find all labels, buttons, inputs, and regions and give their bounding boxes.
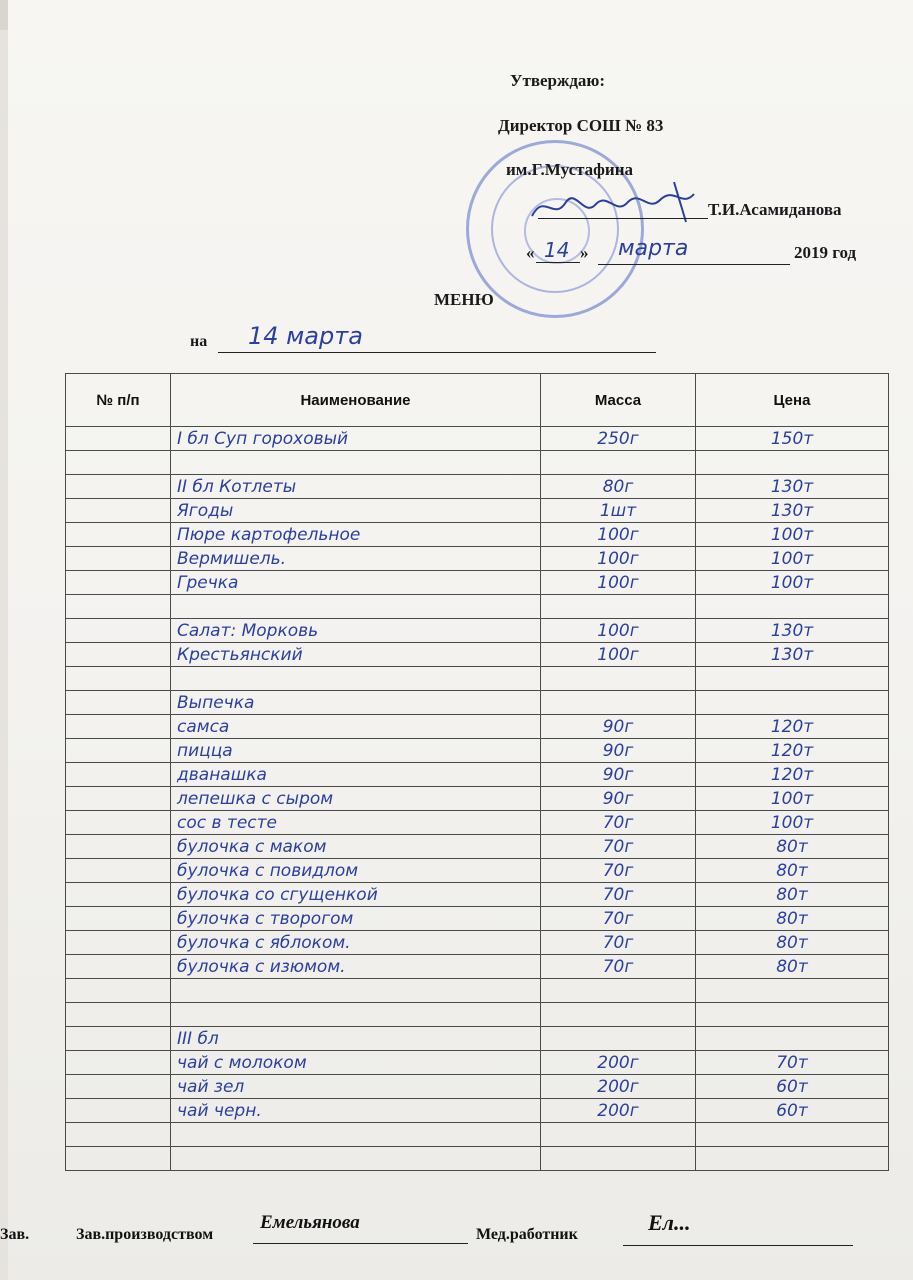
row-number-cell: [66, 475, 171, 499]
menu-date-line: [218, 352, 656, 353]
dish-price-cell: 100т: [696, 571, 889, 595]
dish-mass-cell: [541, 979, 696, 1003]
row-number-cell: [66, 1147, 171, 1171]
dish-name-cell: булочка с яблоком.: [171, 931, 541, 955]
dish-mass-cell: 70г: [541, 955, 696, 979]
dish-name-cell: чай черн.: [171, 1099, 541, 1123]
dish-mass-cell: 70г: [541, 931, 696, 955]
dish-mass-cell: [541, 667, 696, 691]
dish-price-cell: 60т: [696, 1099, 889, 1123]
row-number-cell: [66, 979, 171, 1003]
dish-price-cell: 100т: [696, 811, 889, 835]
row-number-cell: [66, 523, 171, 547]
day-line: [536, 262, 580, 263]
dish-mass-cell: [541, 1147, 696, 1171]
dish-mass-cell: 100г: [541, 547, 696, 571]
dish-name-cell: булочка с изюмом.: [171, 955, 541, 979]
dish-price-cell: 120т: [696, 739, 889, 763]
row-number-cell: [66, 571, 171, 595]
dish-name-cell: [171, 451, 541, 475]
table-row: [66, 475, 889, 499]
table-row: [66, 811, 889, 835]
table-row: [66, 835, 889, 859]
table-row: [66, 643, 889, 667]
date-close-quote: »: [580, 243, 589, 262]
dish-name-cell: самса: [171, 715, 541, 739]
dish-mass-cell: 70г: [541, 883, 696, 907]
table-row: [66, 691, 889, 715]
dish-name-cell: II бл Котлеты: [171, 475, 541, 499]
dish-mass-cell: 100г: [541, 523, 696, 547]
dish-price-cell: [696, 451, 889, 475]
dish-price-cell: [696, 979, 889, 1003]
dish-mass-cell: 250г: [541, 427, 696, 451]
table-row: [66, 667, 889, 691]
dish-mass-cell: 70г: [541, 811, 696, 835]
table-row: [66, 955, 889, 979]
dish-price-cell: 130т: [696, 475, 889, 499]
col-header-name: Наименование: [171, 374, 541, 427]
dish-mass-cell: [541, 1003, 696, 1027]
dish-price-cell: 70т: [696, 1051, 889, 1075]
dish-price-cell: 100т: [696, 787, 889, 811]
dish-price-cell: 80т: [696, 931, 889, 955]
table-row: [66, 979, 889, 1003]
dish-name-cell: [171, 667, 541, 691]
menu-table-body: [66, 427, 889, 1171]
dish-price-cell: [696, 1027, 889, 1051]
dish-mass-cell: 100г: [541, 571, 696, 595]
dish-name-cell: Гречка: [171, 571, 541, 595]
table-row: [66, 1027, 889, 1051]
menu-date: 14 марта: [248, 322, 363, 350]
row-number-cell: [66, 811, 171, 835]
dish-price-cell: 130т: [696, 643, 889, 667]
dish-mass-cell: 200г: [541, 1051, 696, 1075]
dish-name-cell: булочка с повидлом: [171, 859, 541, 883]
month-line: [598, 264, 790, 265]
row-number-cell: [66, 955, 171, 979]
row-number-cell: [66, 643, 171, 667]
table-row: [66, 1099, 889, 1123]
approval-day: 14: [544, 238, 570, 262]
row-number-cell: [66, 667, 171, 691]
school-name: им.Г.Мустафина: [506, 160, 634, 179]
dish-name-cell: Выпечка: [171, 691, 541, 715]
footer-cut-label: Зав.: [0, 1226, 30, 1243]
dish-mass-cell: 70г: [541, 835, 696, 859]
dish-name-cell: чай с молоком: [171, 1051, 541, 1075]
dish-mass-cell: 200г: [541, 1075, 696, 1099]
approval-year: 2019 год: [794, 243, 857, 262]
table-row: [66, 499, 889, 523]
table-row: [66, 547, 889, 571]
dish-price-cell: 120т: [696, 763, 889, 787]
dish-name-cell: Ягоды: [171, 499, 541, 523]
dish-price-cell: 60т: [696, 1075, 889, 1099]
medical-worker-label: Мед.работник: [476, 1226, 578, 1243]
dish-name-cell: чай зел: [171, 1075, 541, 1099]
row-number-cell: [66, 715, 171, 739]
dish-name-cell: III бл: [171, 1027, 541, 1051]
table-row: [66, 763, 889, 787]
dish-mass-cell: 80г: [541, 475, 696, 499]
table-row: [66, 1075, 889, 1099]
document-title: МЕНЮ: [434, 290, 494, 309]
director-signature-line: [538, 218, 708, 219]
dish-price-cell: 80т: [696, 907, 889, 931]
dish-name-cell: сос в тесте: [171, 811, 541, 835]
dish-mass-cell: [541, 595, 696, 619]
col-header-mass: Масса: [541, 374, 696, 427]
table-row: [66, 883, 889, 907]
table-row: [66, 427, 889, 451]
dish-mass-cell: 90г: [541, 787, 696, 811]
dish-mass-cell: [541, 451, 696, 475]
dish-mass-cell: 70г: [541, 907, 696, 931]
medical-signature-line: [623, 1245, 853, 1246]
dish-name-cell: булочка со сгущенкой: [171, 883, 541, 907]
row-number-cell: [66, 451, 171, 475]
row-number-cell: [66, 1123, 171, 1147]
row-number-cell: [66, 1051, 171, 1075]
dish-price-cell: 100т: [696, 547, 889, 571]
dish-price-cell: 80т: [696, 835, 889, 859]
dish-name-cell: пицца: [171, 739, 541, 763]
dish-name-cell: булочка с творогом: [171, 907, 541, 931]
dish-mass-cell: 100г: [541, 619, 696, 643]
dish-mass-cell: 100г: [541, 643, 696, 667]
dish-price-cell: [696, 1147, 889, 1171]
row-number-cell: [66, 883, 171, 907]
dish-price-cell: [696, 691, 889, 715]
row-number-cell: [66, 859, 171, 883]
approval-month: марта: [618, 236, 689, 261]
dish-mass-cell: [541, 1027, 696, 1051]
dish-price-cell: 80т: [696, 883, 889, 907]
row-number-cell: [66, 739, 171, 763]
table-header-row: [66, 374, 889, 427]
dish-mass-cell: 70г: [541, 859, 696, 883]
director-signature: [524, 172, 714, 234]
table-row: [66, 931, 889, 955]
dish-mass-cell: [541, 691, 696, 715]
row-number-cell: [66, 1027, 171, 1051]
dish-name-cell: дванашка: [171, 763, 541, 787]
row-number-cell: [66, 1099, 171, 1123]
table-row: [66, 1123, 889, 1147]
row-number-cell: [66, 1075, 171, 1099]
table-row: [66, 907, 889, 931]
medical-worker-signature: Ел...: [648, 1210, 691, 1235]
dish-price-cell: 130т: [696, 619, 889, 643]
col-header-price: Цена: [696, 374, 889, 427]
table-row: [66, 787, 889, 811]
dish-name-cell: Пюре картофельное: [171, 523, 541, 547]
table-row: [66, 523, 889, 547]
row-number-cell: [66, 691, 171, 715]
dish-name-cell: [171, 595, 541, 619]
production-manager-signature: Емельянова: [260, 1212, 360, 1233]
dish-price-cell: [696, 1123, 889, 1147]
dish-name-cell: [171, 1003, 541, 1027]
row-number-cell: [66, 427, 171, 451]
dish-price-cell: 120т: [696, 715, 889, 739]
dish-price-cell: 80т: [696, 859, 889, 883]
dish-mass-cell: 1шт: [541, 499, 696, 523]
table-row: [66, 1003, 889, 1027]
dish-name-cell: [171, 1123, 541, 1147]
table-row: [66, 739, 889, 763]
dish-name-cell: булочка с маком: [171, 835, 541, 859]
row-number-cell: [66, 547, 171, 571]
production-signature-line: [253, 1243, 468, 1244]
row-number-cell: [66, 595, 171, 619]
dish-mass-cell: 90г: [541, 763, 696, 787]
table-row: [66, 595, 889, 619]
dish-name-cell: лепешка с сыром: [171, 787, 541, 811]
dish-name-cell: I бл Суп гороховый: [171, 427, 541, 451]
row-number-cell: [66, 499, 171, 523]
dish-name-cell: [171, 979, 541, 1003]
table-row: [66, 1051, 889, 1075]
dish-price-cell: 150т: [696, 427, 889, 451]
row-number-cell: [66, 763, 171, 787]
table-row: [66, 619, 889, 643]
dish-name-cell: Вермишель.: [171, 547, 541, 571]
row-number-cell: [66, 1003, 171, 1027]
table-row: [66, 451, 889, 475]
dish-price-cell: 80т: [696, 955, 889, 979]
row-number-cell: [66, 787, 171, 811]
row-number-cell: [66, 907, 171, 931]
director-name: Т.И.Асамиданова: [708, 200, 842, 219]
dish-price-cell: [696, 1003, 889, 1027]
dish-mass-cell: 200г: [541, 1099, 696, 1123]
table-row: [66, 571, 889, 595]
dish-mass-cell: [541, 1123, 696, 1147]
table-row: [66, 859, 889, 883]
row-number-cell: [66, 931, 171, 955]
menu-table: [65, 373, 889, 1171]
date-open-quote: «: [526, 243, 535, 262]
dish-mass-cell: 90г: [541, 715, 696, 739]
dish-name-cell: [171, 1147, 541, 1171]
dish-mass-cell: 90г: [541, 739, 696, 763]
dish-price-cell: 130т: [696, 499, 889, 523]
dish-name-cell: Салат: Морковь: [171, 619, 541, 643]
table-row: [66, 1147, 889, 1171]
col-header-number: № п/п: [66, 374, 171, 427]
director-position: Директор СОШ № 83: [498, 116, 664, 135]
dish-price-cell: 100т: [696, 523, 889, 547]
row-number-cell: [66, 835, 171, 859]
dish-price-cell: [696, 595, 889, 619]
date-prefix: на: [190, 333, 208, 350]
dish-price-cell: [696, 667, 889, 691]
row-number-cell: [66, 619, 171, 643]
production-manager-label: Зав.производством: [76, 1226, 214, 1243]
dish-name-cell: Крестьянский: [171, 643, 541, 667]
approve-label: Утверждаю:: [510, 71, 606, 90]
table-row: [66, 715, 889, 739]
